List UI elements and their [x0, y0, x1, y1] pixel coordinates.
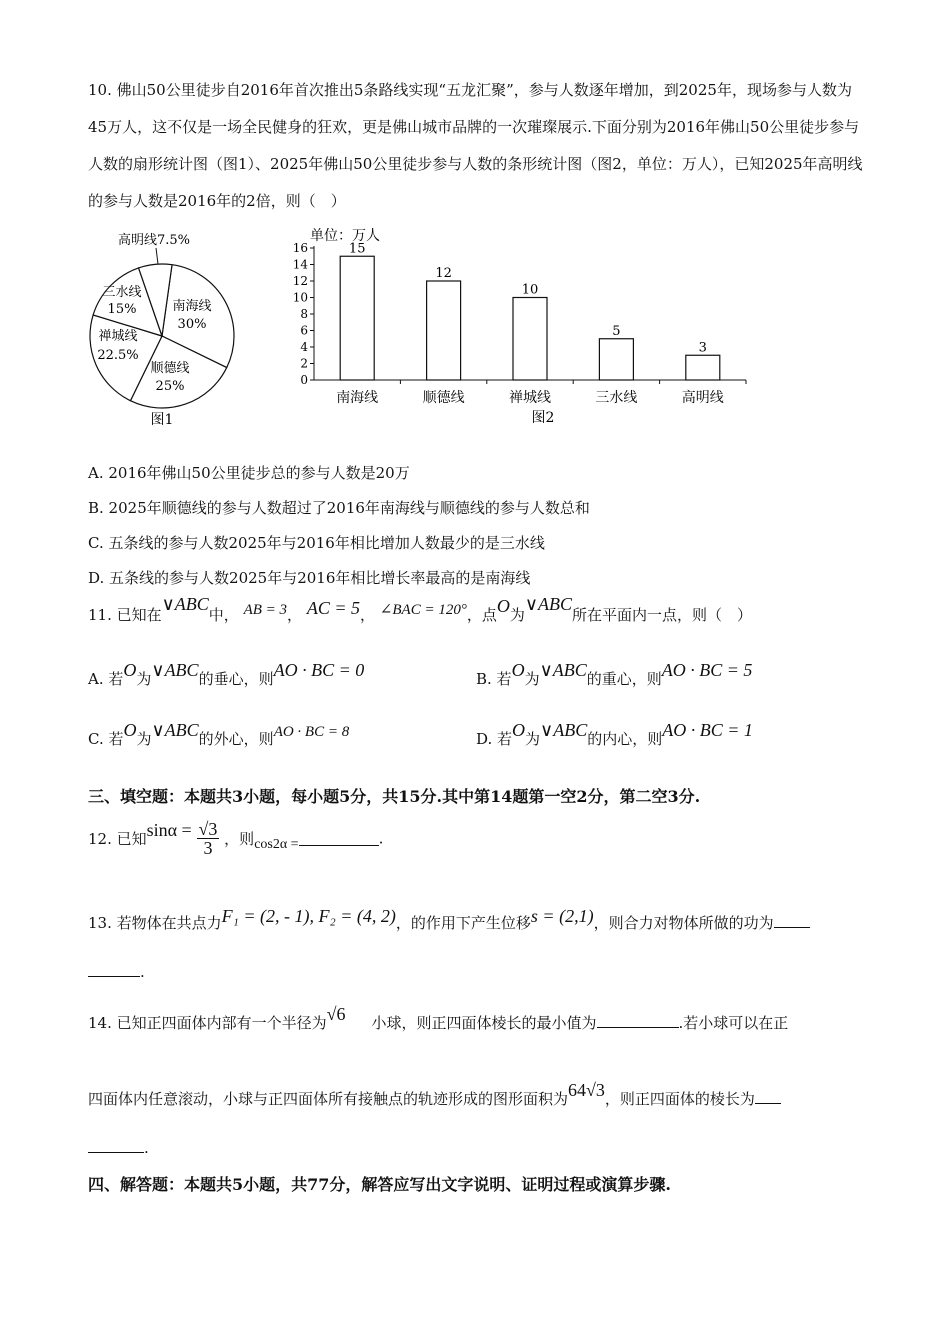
bar-unit-label: 单位：万人: [310, 228, 380, 244]
q13-answer-blank-cont[interactable]: [88, 962, 140, 977]
q11-option-d: D. 若O为∨ABC的内心，则AO · BC = 1: [476, 720, 753, 748]
displacement-expr: s = (2,1): [530, 906, 594, 926]
q14-line2: 四面体内任意滚动，小球与正四面体所有接触点的轨迹形成的图形面积为64√3，则正四面体的棱长为: [88, 1088, 781, 1109]
pie-label: 南海线: [172, 299, 212, 314]
fraction-sqrt3-over-3: $\frac{√3}{3}$: [198, 819, 218, 858]
q11-stem: 11. 已知在∨ABC中， AB = 3， AC = 5， ∠BAC = 120°，点O为∨ABC所在平面内一点，则（ ）: [88, 594, 753, 624]
bar-data-label: 15: [348, 241, 366, 257]
y-tick-label: 8: [300, 307, 308, 321]
ac-length: AC = 5: [306, 598, 360, 618]
bar: [340, 256, 374, 380]
pie-value-label: 15%: [107, 302, 137, 317]
bar-data-label: 3: [698, 340, 707, 356]
pie-label: 禅城线: [98, 329, 138, 344]
pie-value-label: 30%: [177, 317, 207, 332]
q10-option-d: D. 五条线的参与人数2025年与2016年相比增长率最高的是南海线: [88, 569, 531, 587]
q13-line2: .: [88, 962, 145, 981]
section-3-heading: 三、填空题：本题共3小题，每小题5分，共15分.其中第14题第一空2分，第二空3分.: [88, 787, 701, 806]
q11-option-c: C. 若O为∨ABC的外心，则AO · BC = 8: [88, 720, 350, 748]
q14-answer-blank-2[interactable]: [755, 1089, 781, 1104]
pie-label: 顺德线: [150, 361, 190, 376]
triangle-abc: ∨ABC: [161, 594, 209, 614]
pie-chart: [84, 226, 254, 436]
pie-value-label: 22.5%: [97, 348, 139, 363]
bar-data-label: 5: [612, 323, 621, 339]
y-tick-label: 4: [300, 340, 308, 354]
pie-label: 三水线: [102, 285, 142, 300]
bar: [599, 339, 633, 380]
x-category-label: 顺德线: [422, 390, 465, 406]
y-tick-label: 0: [300, 373, 308, 387]
radius-sqrt6: √6: [326, 1004, 346, 1024]
y-tick-label: 14: [292, 257, 308, 272]
q10-option-b: B. 2025年顺德线的参与人数超过了2016年南海线与顺德线的参与人数总和: [88, 499, 590, 517]
q14-answer-blank-2-cont[interactable]: [88, 1138, 144, 1153]
q14-line3: .: [88, 1138, 149, 1157]
q12-answer-blank[interactable]: [299, 831, 379, 846]
bar-marks: [336, 241, 724, 406]
x-category-label: 三水线: [595, 390, 638, 406]
y-tick-label: 12: [292, 274, 308, 288]
area-64sqrt3: 64√3: [568, 1080, 605, 1100]
q14-line1: 14. 已知正四面体内部有一个半径为√6 小球，则正四面体棱长的最小值为 .若小球可以在正: [88, 1004, 789, 1032]
pie-label: 高明线7.5%: [117, 233, 191, 248]
q11-option-b: B. 若O为∨ABC的重心，则AO · BC = 5: [476, 660, 753, 688]
q10-option-a: A. 2016年佛山50公里徒步总的参与人数是20万: [88, 464, 410, 482]
bar-data-label: 10: [521, 282, 539, 298]
pie-caption: 图1: [150, 412, 174, 428]
q12: 12. 已知sinα = $\frac{√3}{3}$ ，则cos2α = .: [88, 819, 384, 858]
x-category-label: 高明线: [681, 390, 724, 406]
bar-chart: [290, 226, 760, 436]
pie-leader-line: [156, 248, 158, 264]
q11-option-a: A. 若O为∨ABC的垂心，则AO · BC = 0: [88, 660, 365, 688]
angle-bac: ∠BAC = 120°: [379, 602, 467, 618]
y-tick-label: 2: [300, 356, 308, 371]
pie-value-label: 25%: [155, 379, 185, 394]
q13-answer-blank[interactable]: [774, 913, 810, 928]
section-4-heading: 四、解答题：本题共5小题，共77分，解答应写出文字说明、证明过程或演算步骤.: [88, 1175, 671, 1194]
x-category-label: 南海线: [336, 390, 379, 406]
bar: [686, 355, 720, 380]
y-tick-label: 10: [292, 290, 308, 305]
q10-stem: 10. 佛山50公里徒步自2016年首次推出5条路线实现“五龙汇聚”，参与人数逐年增加，到2025年，现场参与人数为45万人，这不仅是一场全民健身的狂欢，更是佛山城市品牌的一次璀璨展示.下面分别为2016年佛山50公里徒步参与人数的扇形统计图（图1）、2025年佛山50公里徒步参与人数的条形统计图（图2，单位：万人），已知2025年高明线的参与人数是2016年的2倍，则（ ）: [88, 81, 863, 210]
bar-data-label: 12: [435, 266, 452, 281]
bar-caption: 图2: [531, 410, 555, 426]
ab-length: AB = 3: [243, 602, 288, 618]
bar: [513, 298, 547, 381]
q10-option-c: C. 五条线的参与人数2025年与2016年相比增加人数最少的是三水线: [88, 534, 545, 552]
q13-line1: 13. 若物体在共点力F₁ = (2, - 1), F₂ = (4, 2)，的作用下产生位移s = (2,1)，则合力对物体所做的功为: [88, 912, 810, 933]
y-tick-label: 6: [300, 323, 308, 338]
y-tick-label: 16: [292, 241, 308, 255]
forces-expr: F₁ = (2, - 1), F₂ = (4, 2): [221, 906, 396, 926]
x-category-label: 禅城线: [509, 390, 551, 406]
q14-answer-blank-1[interactable]: [597, 1013, 679, 1028]
bar: [427, 281, 461, 380]
